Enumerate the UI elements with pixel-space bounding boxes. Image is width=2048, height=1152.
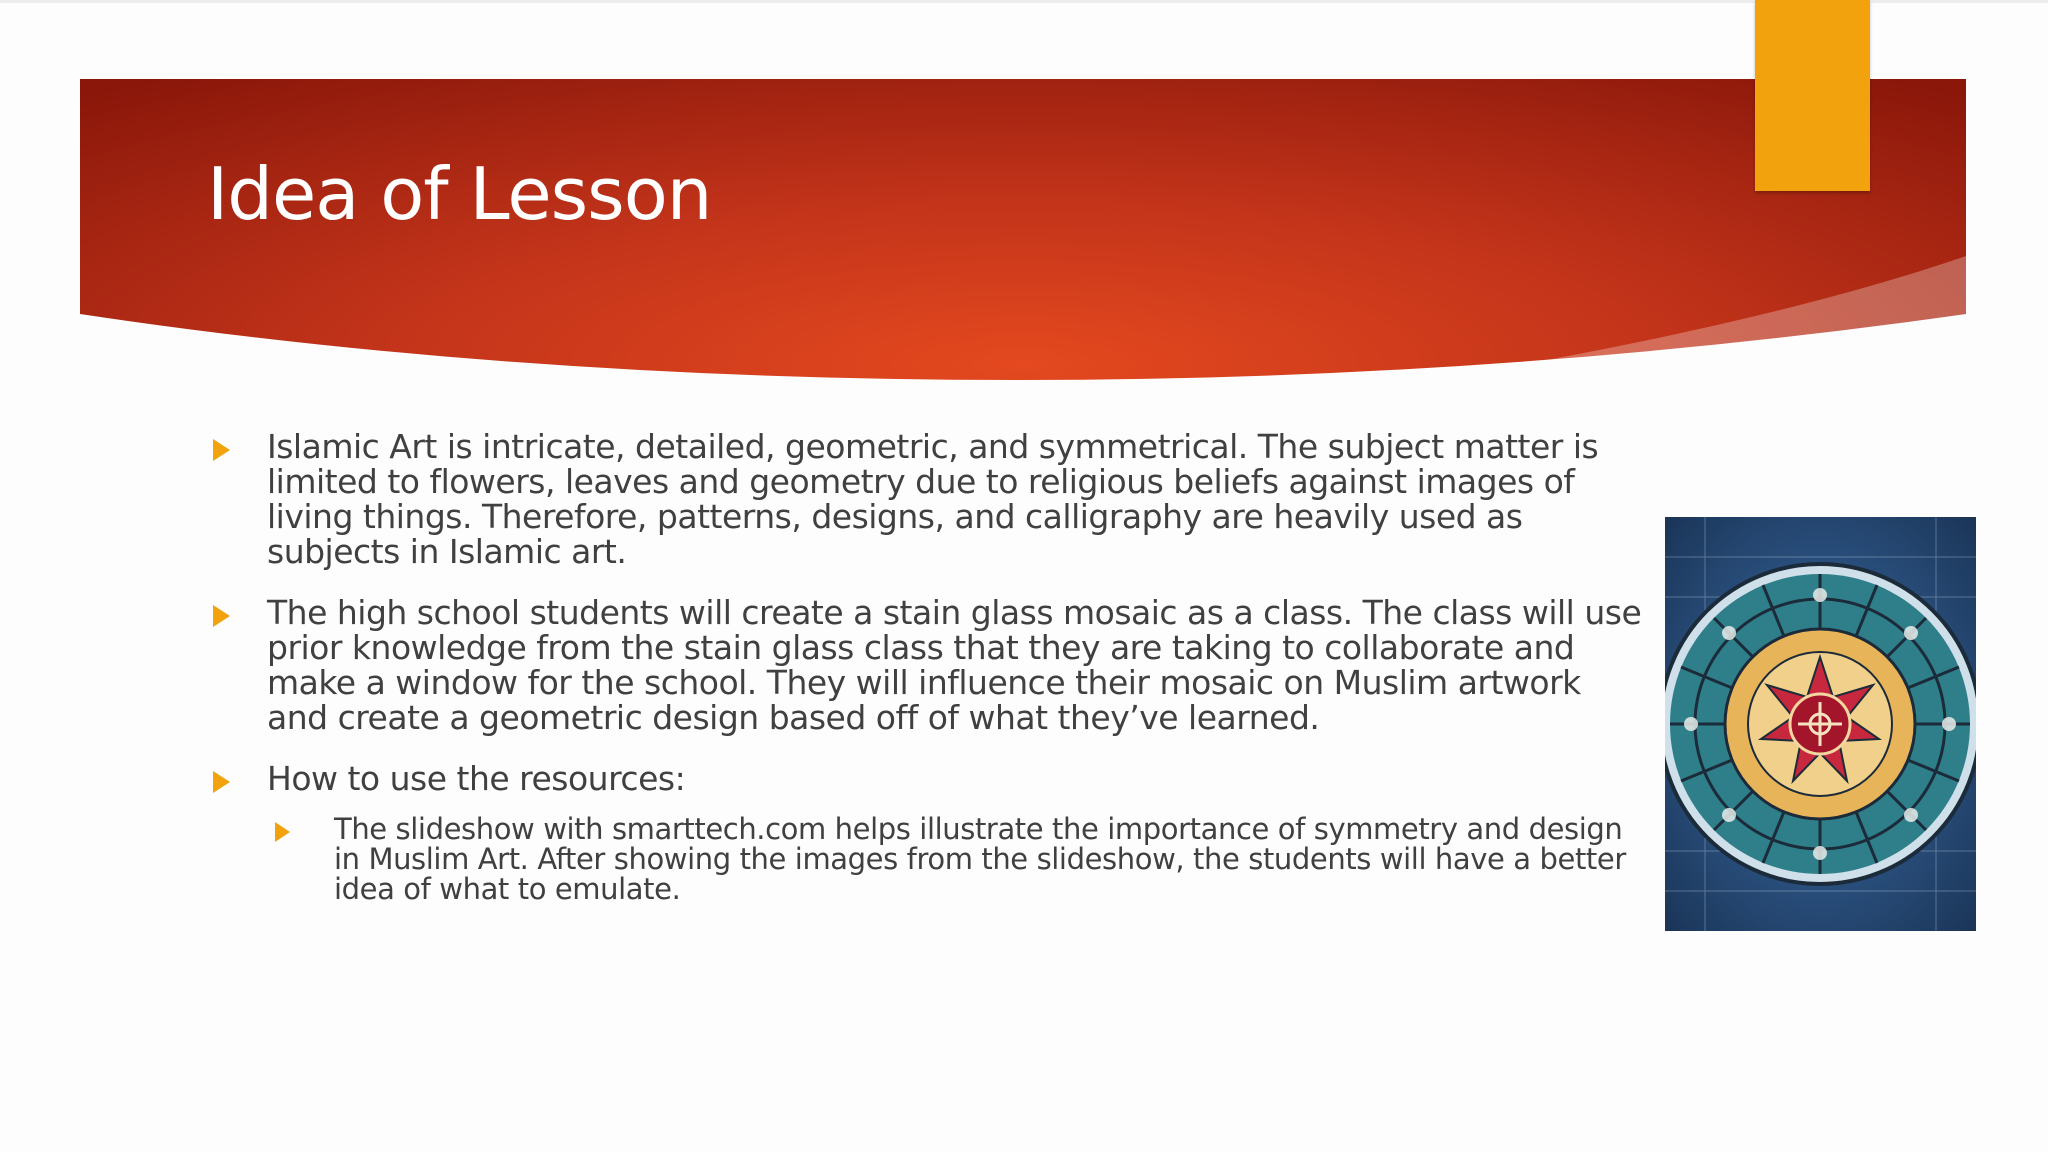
stained-glass-mosaic-image	[1665, 517, 1976, 931]
triangle-right-icon	[213, 439, 230, 461]
triangle-right-icon	[275, 822, 290, 842]
bullet-item	[207, 429, 1647, 569]
triangle-right-icon	[213, 771, 230, 793]
bullet-text: How to use the resources:	[267, 759, 686, 798]
bullet-item	[207, 761, 1647, 796]
bullet-text: The high school students will create a stain glass mosaic as a class. The class will use prior knowledge from the stain glass class that they are taking to collaborate and make a window for the school. They will influence their mosaic on Muslim artwork and create a geometric design based off of what they’ve learned.	[267, 593, 1642, 737]
bullet-text: Islamic Art is intricate, detailed, geometric, and symmetrical. The subject matter is limited to flowers, leaves and geometry due to religious beliefs against images of living things. Therefore, patterns, designs, and calligraphy are heavily used as subjects in Islamic art.	[267, 427, 1599, 571]
bullet-item	[207, 595, 1647, 735]
slide-title: Idea of Lesson	[207, 152, 712, 236]
accent-tab	[1755, 0, 1870, 191]
triangle-right-icon	[213, 605, 230, 627]
sub-bullet-text: The slideshow with smarttech.com helps illustrate the importance of symmetry and design in Muslim Art. After showing the images from the slideshow, the students will have a better idea of what to emulate.	[334, 812, 1626, 906]
sub-bullet-item	[275, 814, 1647, 904]
slide-body	[207, 429, 1647, 904]
